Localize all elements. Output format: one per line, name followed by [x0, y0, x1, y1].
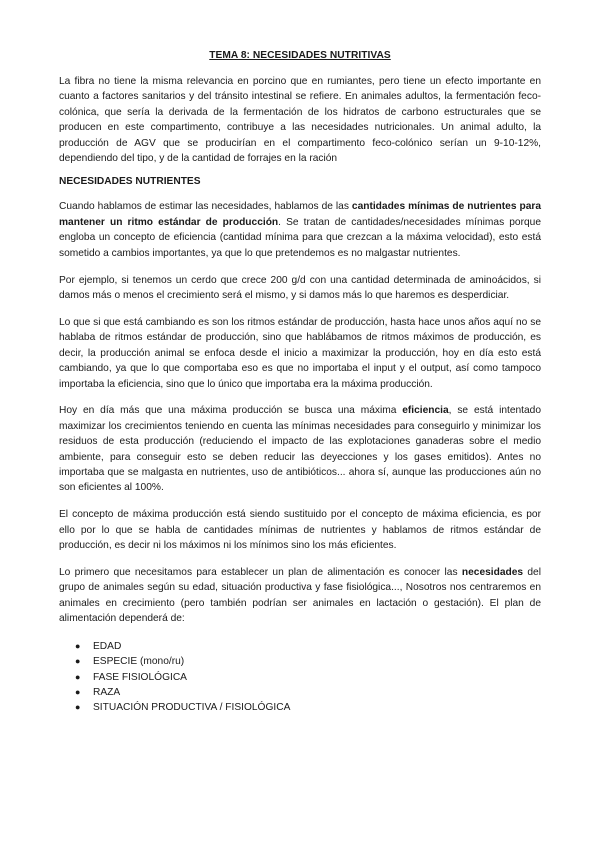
bold-phrase: cantidades mínimas de nutrientes para mantener un ritmo estándar de producción [59, 201, 541, 228]
list-item [59, 670, 541, 685]
list-item [59, 654, 541, 669]
paragraph-text: Hoy en día más que una máxima producción se busca una máxima [59, 405, 403, 417]
list-item-label: FASE FISIOLÓGICA [93, 671, 187, 683]
paragraph-efficiency [59, 403, 541, 495]
paragraph-text: del grupo de animales según su edad, situación productiva y fase fisiológica..., Nosotros nos centraremos en animales en crecimiento (pero también podrían ser animales en lactación o gestación). El plan de alimentación dependerá de: [59, 567, 541, 625]
document-title: TEMA 8: NECESIDADES NUTRITIVAS [209, 50, 391, 61]
list-item-label: ESPECIE (mono/ru) [93, 656, 185, 668]
bullet-icon: ● [75, 686, 81, 697]
bullet-icon: ● [75, 656, 81, 667]
intro-paragraph: La fibra no tiene la misma relevancia en porcino que en rumiantes, pero tiene un efecto importante en cuanto a factores sanitarios y del tránsito intestinal se refiere. En animales adultos, la fermentación feco-colónica, que sería la derivada de la fermentación de los hidratos de carbono estructurales que se producen en este compartimento, contribuye a las necesidades nutricionales. Un animal adulto, la producción de AGV que se producirían en el compartimento feco-colónico serían un 9-10-12%, dependiendo del tipo, y de la cantidad de forrajes en la ración [59, 76, 541, 165]
feeding-plan-list [59, 639, 541, 716]
bold-phrase: eficiencia [402, 405, 449, 417]
list-item [59, 685, 541, 700]
bold-phrase: necesidades [461, 567, 524, 579]
paragraph-example: Por ejemplo, si tenemos un cerdo que crece 200 g/d con una cantidad determinada de aminoácidos, si damos más o menos el crecimiento será el mismo, y si damos más lo que haremos es desperdiciar. [59, 274, 541, 301]
paragraph-text: Lo primero que necesitamos para establecer un plan de alimentación es conocer las [59, 567, 462, 579]
list-item-label: RAZA [93, 686, 121, 698]
paragraph-needs-definition [59, 199, 541, 261]
paragraph-text: , se está intentado maximizar los crecimientos teniendo en cuenta las mínimas necesidades para conseguirlo y minimizar los residuos de esta producción (reduciendo el impacto de las explotaciones ganaderas sobre el medio ambiente, para conseguir esto se deben reducir las deyecciones y los gases emitidos). Antes no importaba que se malgasta en nutrientes, uso de antibióticos... ahora sí, aunque las producciones aún no son eficientes al 100%. [59, 405, 541, 494]
bullet-icon: ● [75, 702, 81, 713]
paragraph-text: . Se tratan de cantidades/necesidades mínimas porque engloba un concepto de eficiencia (cantidad mínima para que crezcan a la máxima velocidad), esto está sometido a cambios importantes, ya que lo que pretendemos es no malgastar nutrientes. [59, 216, 541, 259]
paragraph-feeding-plan [59, 565, 541, 627]
bullet-icon: ● [75, 640, 81, 651]
list-item-label: EDAD [93, 640, 122, 652]
paragraph-max-efficiency: El concepto de máxima producción está siendo sustituido por el concepto de máxima eficiencia, es por ello por lo que se habla de cantidades mínimas de nutrientes y hablamos de ritmos estándar de producción, es decir ni los máximos ni los mínimos sino los más eficientes. [59, 509, 541, 552]
paragraph-text: Cuando hablamos de estimar las necesidades, hablamos de las [59, 201, 352, 213]
list-item [59, 700, 541, 715]
list-item [59, 639, 541, 654]
section-heading: NECESIDADES NUTRIENTES [59, 176, 201, 188]
bullet-icon: ● [75, 671, 81, 682]
document-page [59, 50, 541, 716]
list-item-label: SITUACIÓN PRODUCTIVA / FISIOLÓGICA [93, 702, 291, 714]
paragraph-production-rhythms: Lo que si que está cambiando es son los ritmos estándar de producción, hasta hace unos años aquí no se hablaba de ritmos estándar de producción, sino que hablábamos de ritmos máximos de producción, es decir, la producción animal se enfoca desde el inicio a maximizar la producción, hoy en día esto está cambiando, ya que lo que comportaba eso es que no importaba el input y el output, así como tampoco importaba la eficiencia, sino que lo único que importaba era la máxima producción. [59, 316, 541, 390]
